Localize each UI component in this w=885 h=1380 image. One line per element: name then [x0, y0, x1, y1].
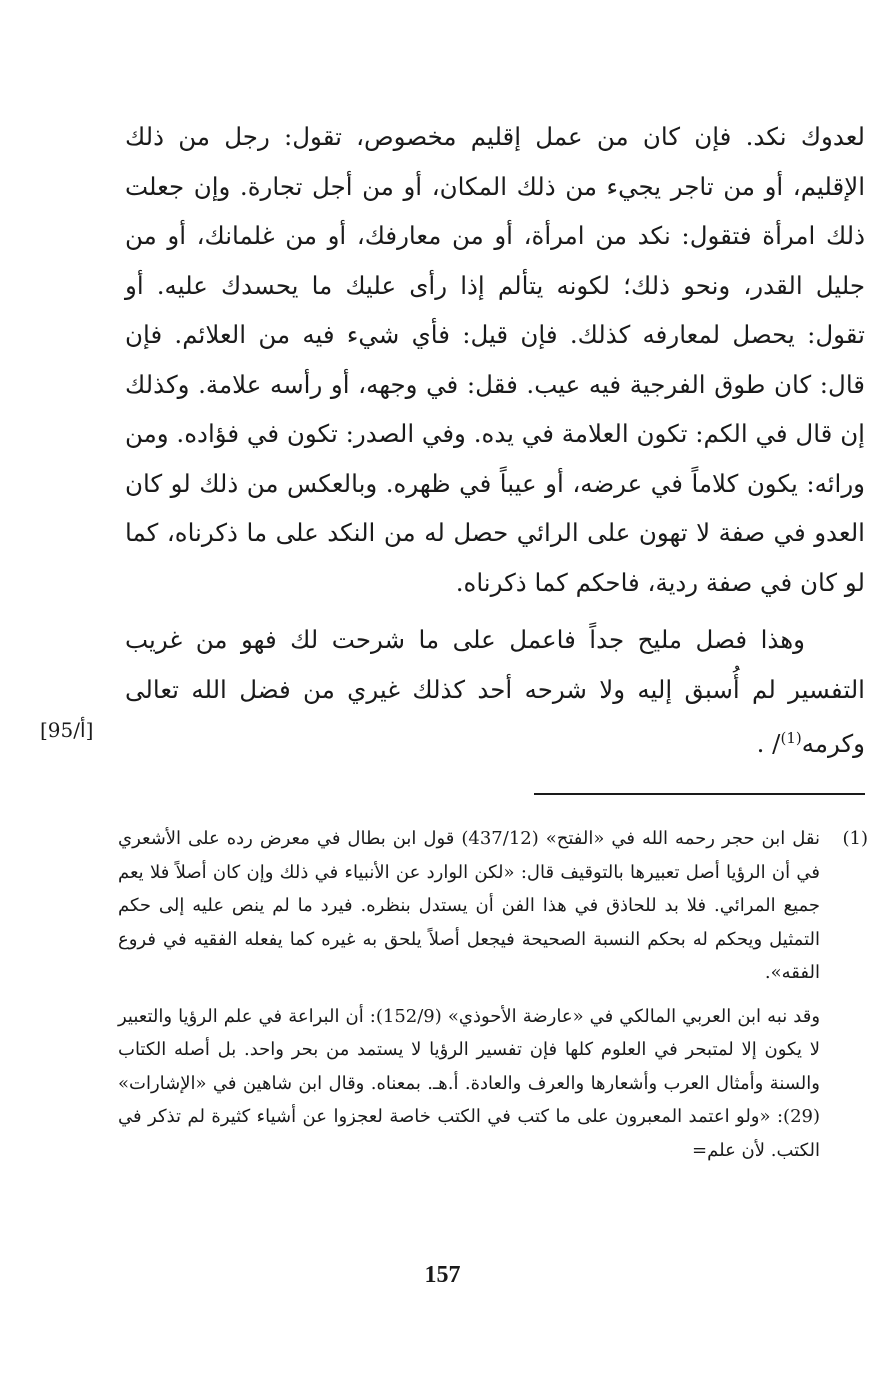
- footnote-1: [118, 822, 868, 990]
- footnote-1-paragraph-1: نقل ابن حجر رحمه الله في «الفتح» (437/12) قول ابن بطال في معرض رده على الأشعري في أن الرؤيا أصل تعبيرها بالتوقيف قال: «لكن الوارد عن الأنبياء في ذلك وإن كان أصلاً فلا يعم جميع المرائي. فلا بد للحاذق في هذا الفن أن يستدل بنظره. فيرد ما لم ينص عليه إلى حكم التمثيل ويحكم له بحكم النسبة الصحيحة فيجعل أصلاً يلحق به غيره كما يفعله الفقيه في فروع الفقه».: [118, 828, 820, 983]
- footnote-divider: [534, 793, 865, 795]
- paragraph-2-tail: / .: [756, 729, 781, 759]
- paragraph-2: [125, 615, 865, 769]
- paragraph-2-text: وهذا فصل مليح جداً فاعمل على ما شرحت لك فهو من غريب التفسير لم أُسبق إليه ولا شرحه أحد كذلك غيري من فضل الله تعالى وكرمه: [125, 625, 865, 759]
- page-number: 157: [424, 1262, 461, 1288]
- footnote-1-paragraph-2: وقد نبه ابن العربي المالكي في «عارضة الأحوذي» (152/9): أن البراعة في علم الرؤيا والتعبير لا يكون إلا لمتبحر في العلوم كلها فإن تفسير الرؤيا لا يستمد من بحر واحد. بل أصله الكتاب والسنة وأمثال العرب وأشعارها والعرف والعادة. أ.هـ. بمعناه. وقال ابن شاهين في «الإشارات» (29): «ولو اعتمد المعبرون على ما كتب في الكتب خاصة لعجزوا عن أشياء كثيرة لم تذكر في الكتب. لأن علم=: [118, 1005, 821, 1161]
- footnote-reference: (1): [780, 729, 802, 747]
- footnote-marker: (1): [842, 828, 868, 849]
- paragraph-1: لعدوك نكد. فإن كان من عمل إقليم مخصوص، تقول: رجل من ذلك الإقليم، أو من تاجر يجيء من ذلك المكان، أو من أجل تجارة. وإن جعلت ذلك امرأة فتقول: نكد من امرأة، أو من معارفك، أو من غلمانك، أو من جليل القدر، ونحو ذلك؛ لكونه يتألم إذا رأى عليك ما يحسدك عليه. أو تقول: يحصل لمعارفه كذلك. فإن قيل: فأي شيء فيه من العلائم. فإن قال: كان طوق الفرجية فيه عيب. فقل: في وجهه، أو رأسه علامة. وكذلك إن قال في الكم: تكون العلامة في يده. وفي الصدر: تكون في فؤاده. ومن ورائه: يكون كلاماً في عرضه، أو عيباً في ظهره. وبالعكس من ذلك لو كان العدو في صفة لا تهون على الرائي حصل له من النكد على ما ذكرناه، كما لو كان في صفة ردية، فاحكم كما ذكرناه.: [125, 122, 865, 597]
- manuscript-folio-reference: [95/أ]: [40, 718, 94, 742]
- main-text: [125, 112, 865, 769]
- footnotes-section: [118, 822, 868, 1167]
